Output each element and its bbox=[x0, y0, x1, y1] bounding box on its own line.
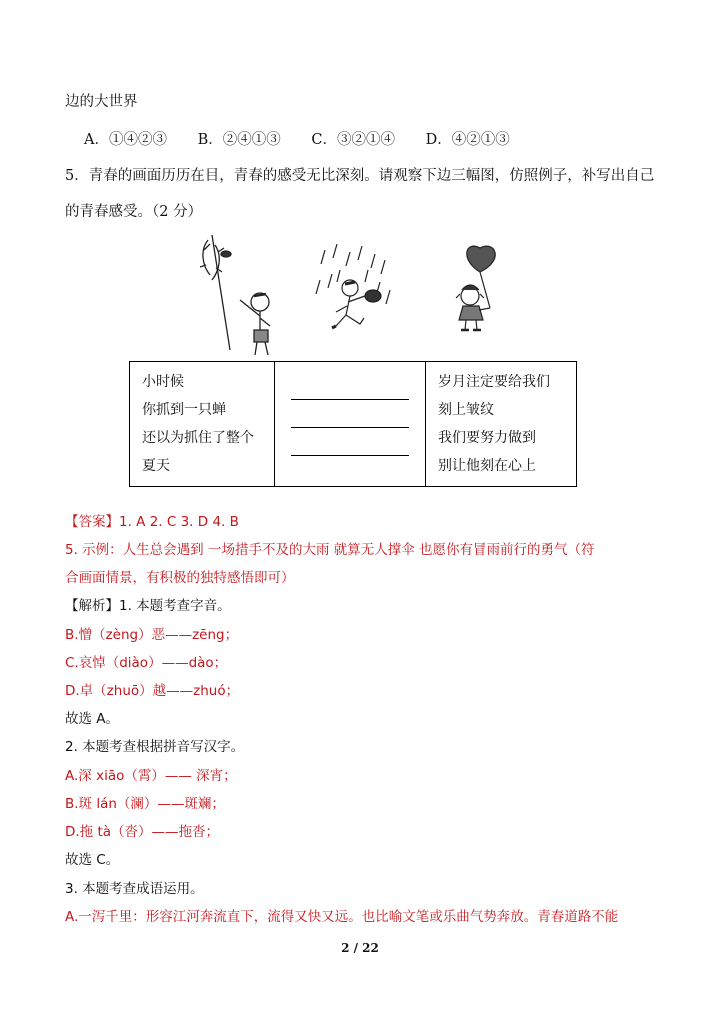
analysis-line: A.一泻千里：形容江河奔流直下，流得又快又远。也比喻文笔或乐曲气势奔放。青春道路不能 bbox=[65, 909, 619, 925]
blank-line[interactable] bbox=[291, 428, 409, 456]
analysis-line: 3. 本题考查成语运用。 bbox=[65, 881, 204, 897]
answer-5-line-1: 5. 示例：人生总会遇到 一场措手不及的大雨 就算无人撑伞 也愿你有冒雨前行的勇气（符 bbox=[65, 542, 595, 558]
analysis-line: A.深 xiāo（霄）—— 深宵； bbox=[65, 768, 237, 784]
analysis-line: 故选 A。 bbox=[65, 711, 120, 727]
right-line: 岁月注定要给我们 bbox=[438, 374, 550, 390]
boy-with-net-illustration bbox=[200, 235, 270, 355]
question-5-line-2: 的青春感受。（2 分） bbox=[65, 204, 203, 220]
analysis-line: 2. 本题考查根据拼音写汉字。 bbox=[65, 739, 245, 755]
analysis-title: 【解析】1. 本题考查字音。 bbox=[65, 598, 231, 614]
option-b: B．②④①③ bbox=[197, 132, 281, 148]
right-line: 别让他刻在心上 bbox=[438, 458, 536, 474]
child-in-rain-illustration bbox=[316, 244, 390, 328]
answer-key: 【答案】1. A 2. C 3. D 4. B bbox=[65, 514, 239, 530]
right-line: 刻上皱纹 bbox=[438, 402, 494, 418]
left-line: 小时候 bbox=[142, 374, 184, 390]
question-5-line-1: 5．青春的画面历历在目，青春的感受无比深刻。请观察下边三幅图，仿照例子，补写出自己 bbox=[65, 168, 655, 184]
poem-table bbox=[129, 361, 577, 487]
answer-5-line-2: 合画面情景，有积极的独特感悟即可） bbox=[65, 570, 295, 586]
example-right-cell bbox=[426, 362, 577, 487]
example-left-cell bbox=[130, 362, 275, 487]
left-line: 夏天 bbox=[142, 458, 170, 474]
analysis-line: B.斑 lán（澜）——斑斓； bbox=[65, 796, 225, 812]
analysis-line: D.拖 tà（沓）——拖沓； bbox=[65, 824, 220, 840]
option-a: A．①④②③ bbox=[84, 132, 167, 148]
continued-text: 边的大世界 bbox=[65, 94, 138, 110]
illustrations bbox=[190, 230, 530, 355]
blank-line[interactable] bbox=[291, 400, 409, 428]
option-c: C．③②①④ bbox=[311, 132, 395, 148]
left-line: 你抓到一只蝉 bbox=[142, 402, 226, 418]
analysis-line: 故选 C。 bbox=[65, 852, 120, 868]
analysis-line: B.憎（zèng）恶——zēng； bbox=[65, 627, 239, 643]
blank-line[interactable] bbox=[291, 372, 409, 400]
right-line: 我们要努力做到 bbox=[438, 430, 536, 446]
option-d: D．④②①③ bbox=[425, 132, 510, 148]
page-number: 2 / 22 bbox=[341, 941, 379, 955]
left-line: 还以为抓住了整个 bbox=[142, 430, 254, 446]
analysis-line: C.哀悼（diào）——dào； bbox=[65, 655, 228, 671]
answer-options bbox=[84, 128, 536, 149]
analysis-line: D.卓（zhuō）越——zhuó； bbox=[65, 683, 240, 699]
blank-answer-cell[interactable] bbox=[275, 362, 426, 487]
girl-with-balloon-illustration bbox=[456, 246, 495, 330]
